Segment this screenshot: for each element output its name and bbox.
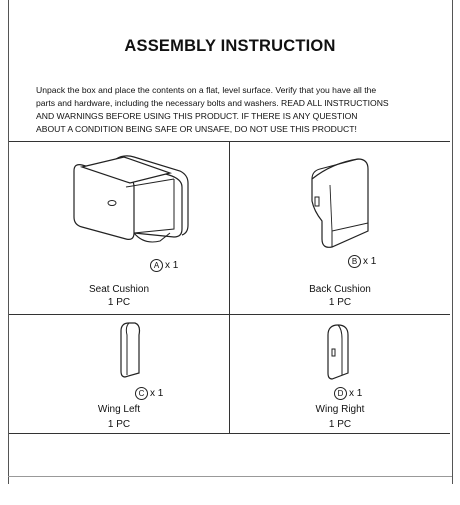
wing-right-drawing (324, 323, 354, 383)
part-letter-circle: D (334, 387, 347, 400)
page-title: ASSEMBLY INSTRUCTION (124, 37, 336, 55)
part-name: Wing Left (97, 404, 141, 415)
part-letter-circle: C (135, 387, 148, 400)
intro-paragraph (36, 84, 436, 136)
part-letter-circle: A (150, 259, 163, 272)
intro-line: Unpack the box and place the contents on a flat, level surface. Verify that you have all the (36, 85, 377, 95)
part-count: x 1 (150, 388, 164, 400)
intro-line: parts and hardware, including the necessary bolts and washers. READ ALL INSTRUCTIONS (36, 98, 389, 108)
part-tag (135, 387, 163, 400)
seat-cushion-drawing (64, 149, 194, 249)
part-name: Wing Right (315, 404, 365, 415)
part-tag (150, 259, 178, 272)
intro-line: AND WARNINGS BEFORE USING THIS PRODUCT. IF THERE IS ANY QUESTION (36, 111, 358, 121)
part-tag (348, 255, 376, 268)
intro-line: ABOUT A CONDITION BEING SAFE OR UNSAFE, DO NOT USE THIS PRODUCT! (36, 124, 357, 134)
part-quantity: 1 PC (328, 297, 352, 308)
part-letter-circle: B (348, 255, 361, 268)
part-count: x 1 (165, 260, 179, 272)
part-quantity: 1 PC (107, 419, 131, 430)
part-tag (334, 387, 362, 400)
part-count: x 1 (363, 256, 377, 268)
part-cell-wing-left (9, 315, 229, 433)
part-name: Seat Cushion (88, 284, 150, 295)
part-quantity: 1 PC (328, 419, 352, 430)
back-cushion-drawing (302, 151, 382, 251)
parts-grid (9, 141, 450, 434)
part-cell-back-cushion (230, 141, 450, 314)
part-cell-wing-right (230, 315, 450, 433)
bottom-divider (8, 476, 452, 477)
wing-left-drawing (117, 321, 147, 381)
part-count: x 1 (349, 388, 363, 400)
part-quantity: 1 PC (107, 297, 131, 308)
part-cell-seat-cushion (9, 141, 229, 314)
part-name: Back Cushion (309, 284, 371, 295)
